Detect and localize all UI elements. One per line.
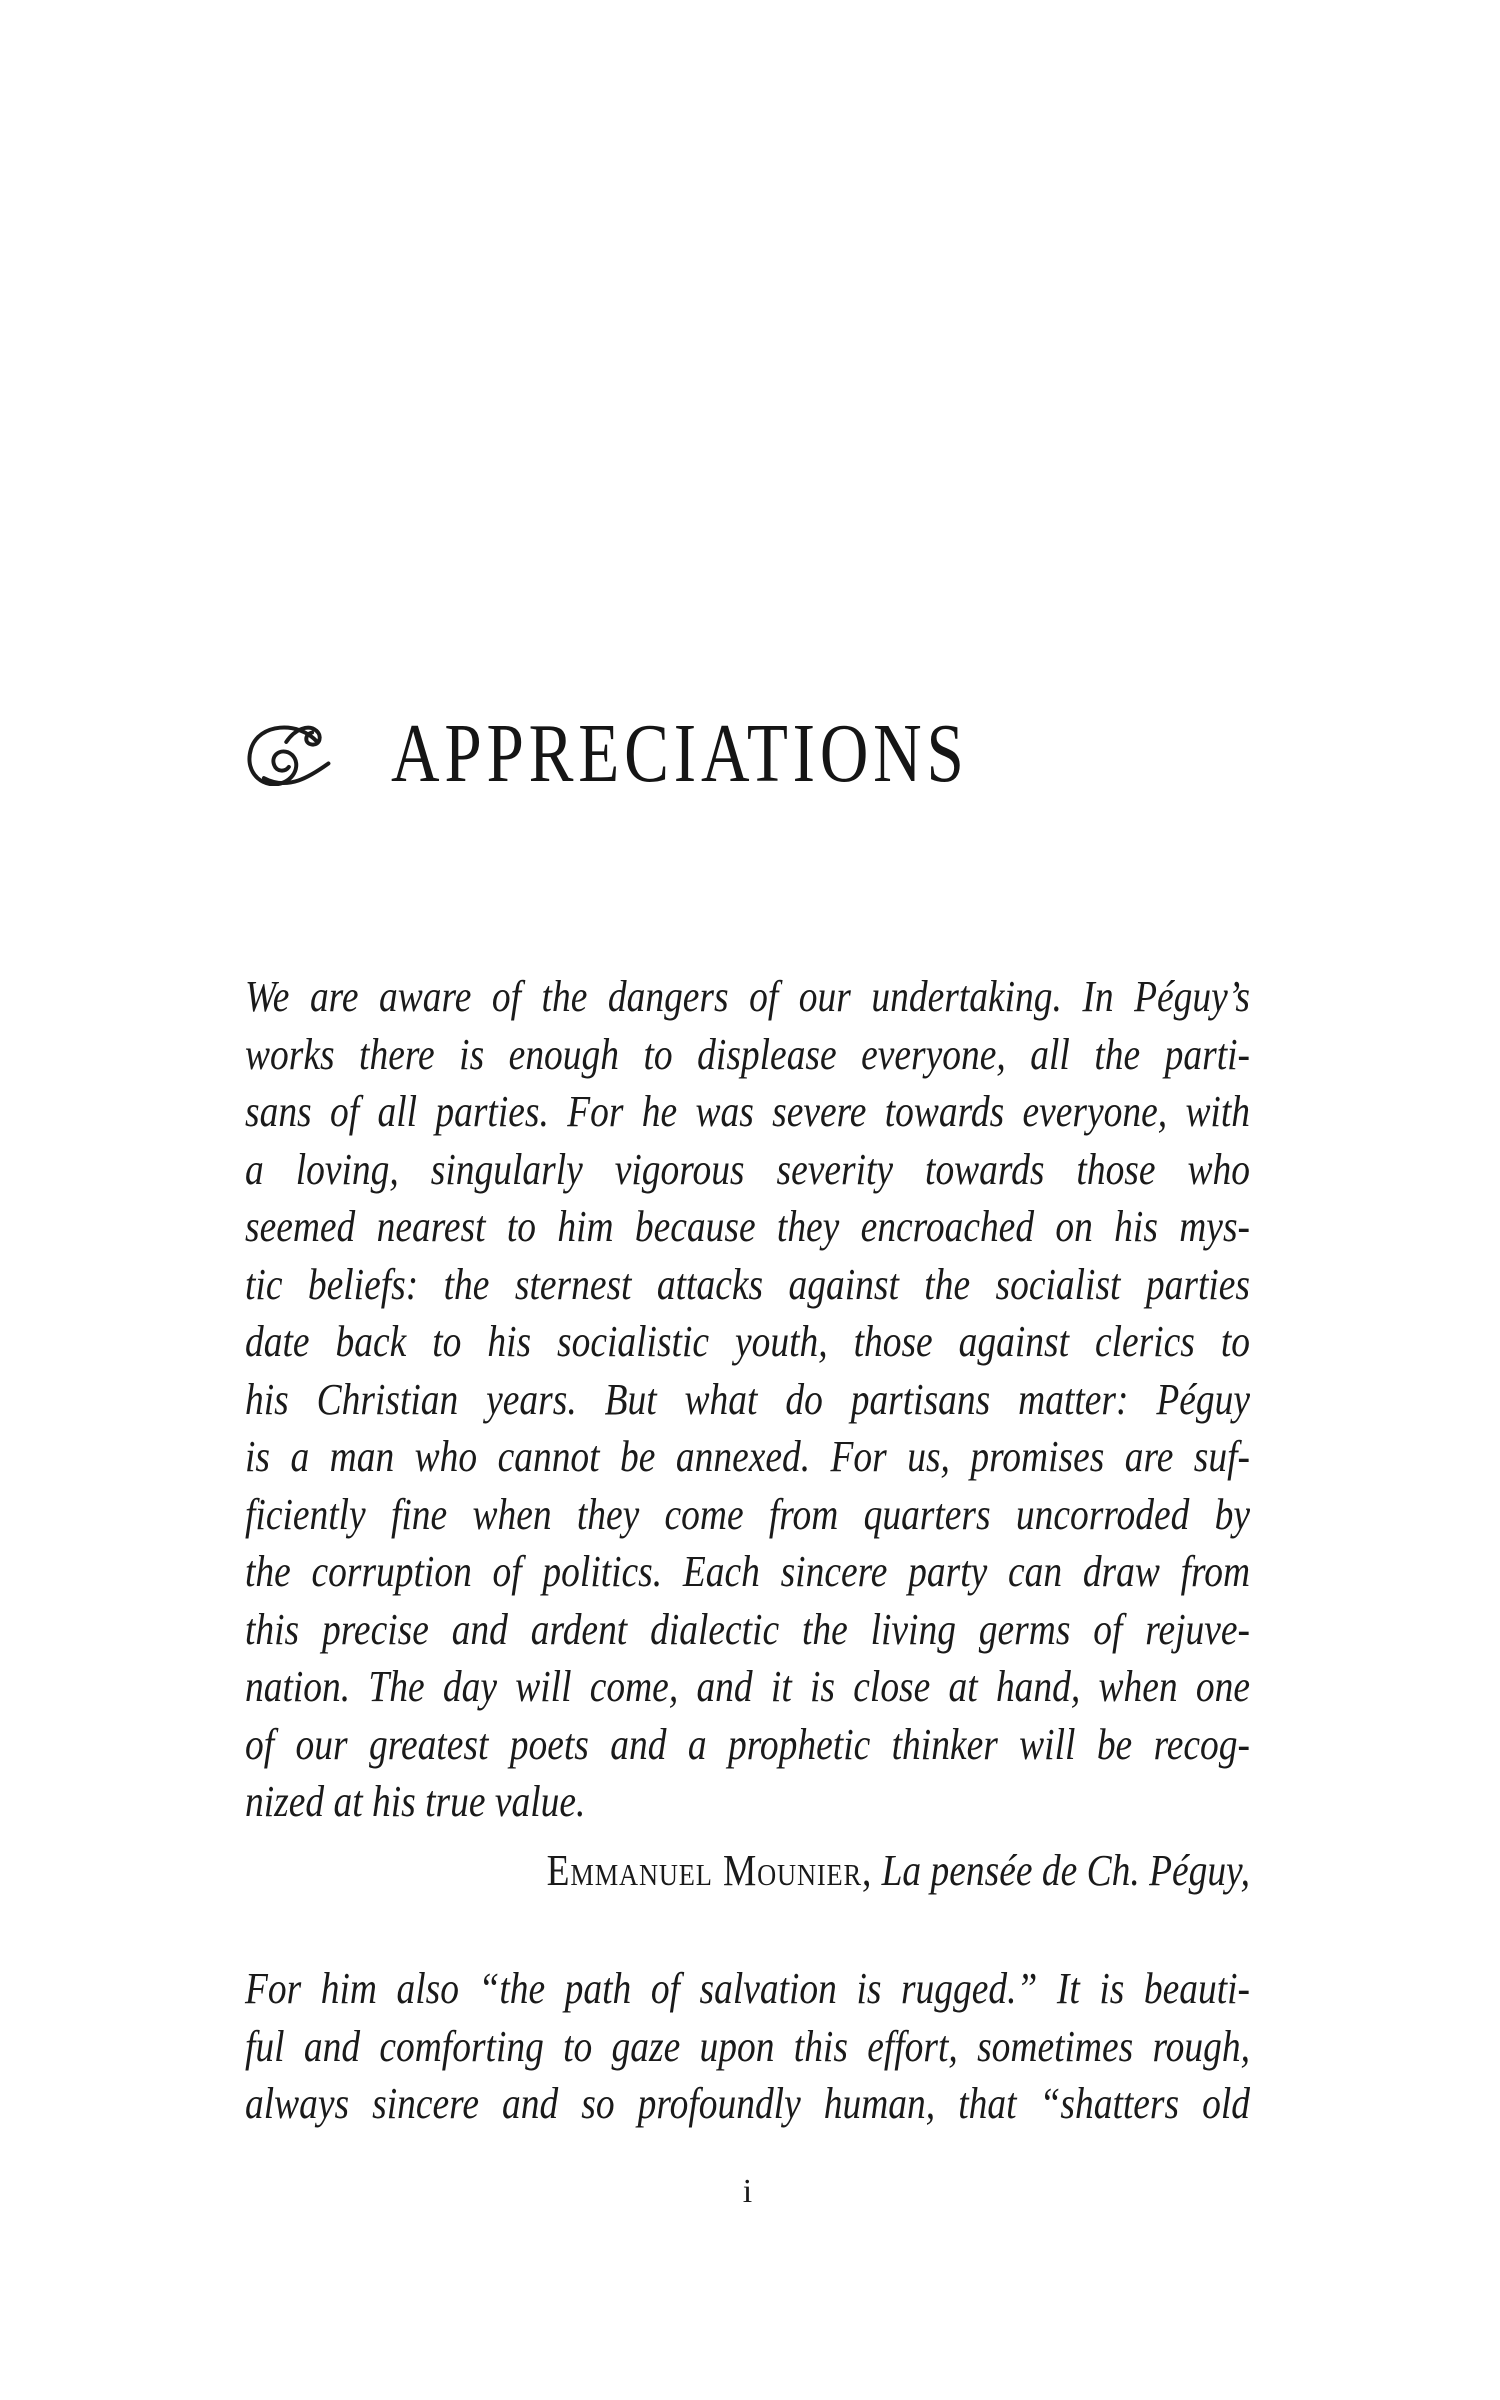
quote-line: seemed nearest to him because they encroached on his mys-: [245, 1202, 1251, 1251]
quote-line: the corruption of politics. Each sincere party can draw from: [245, 1547, 1251, 1596]
attribution-author: Emmanuel Mounier,: [546, 1846, 873, 1895]
attribution-line: [245, 1830, 1250, 1900]
quote-line: nized at his true value.: [245, 1777, 586, 1826]
quote-line: of our greatest poets and a prophetic thinker will be recog-: [245, 1719, 1251, 1769]
quote-line: ful and comforting to gaze upon this effort, sometimes rough,: [245, 2021, 1251, 2071]
quote-line: We are aware of the dangers of our undertaking. In Péguy’s: [245, 972, 1251, 1021]
quote-line: nation. The day will come, and it is close at hand, when one: [245, 1662, 1251, 1711]
attribution-work-title: La pensée de Ch. Péguy,: [872, 1846, 1251, 1895]
page-number: i: [742, 2173, 753, 2210]
quote-line: tic beliefs: the sternest attacks against the socialist parties: [245, 1259, 1251, 1309]
quote-line: his Christian years. But what do partisans matter: Péguy: [245, 1374, 1251, 1424]
quote-line: ficiently fine when they come from quarters uncorroded by: [245, 1489, 1251, 1539]
quote-line: this precise and ardent dialectic the living germs of rejuve-: [245, 1604, 1251, 1654]
quote-line: always sincere and so profoundly human, that “shatters old: [245, 2079, 1251, 2128]
page-title: APPRECIATIONS: [391, 707, 969, 800]
chapter-heading-row: [245, 707, 1113, 800]
quote-paragraph-2: [245, 1960, 1250, 2133]
quote-line: a loving, singularly vigorous severity towards those who: [245, 1144, 1251, 1194]
quote-paragraph-1: [245, 968, 1250, 1831]
quote-line: works there is enough to displease everyone, all the parti-: [245, 1029, 1251, 1079]
attribution: [245, 1842, 1250, 1900]
fleuron-ornament-icon: [245, 722, 331, 786]
quote-line: is a man who cannot be annexed. For us, promises are suf-: [245, 1432, 1251, 1481]
quote-line: date back to his socialistic youth, those against clerics to: [245, 1317, 1251, 1366]
quote-line: For him also “the path of salvation is rugged.” It is beauti-: [245, 1964, 1251, 2013]
quote-line: sans of all parties. For he was severe towards everyone, with: [245, 1087, 1251, 1136]
